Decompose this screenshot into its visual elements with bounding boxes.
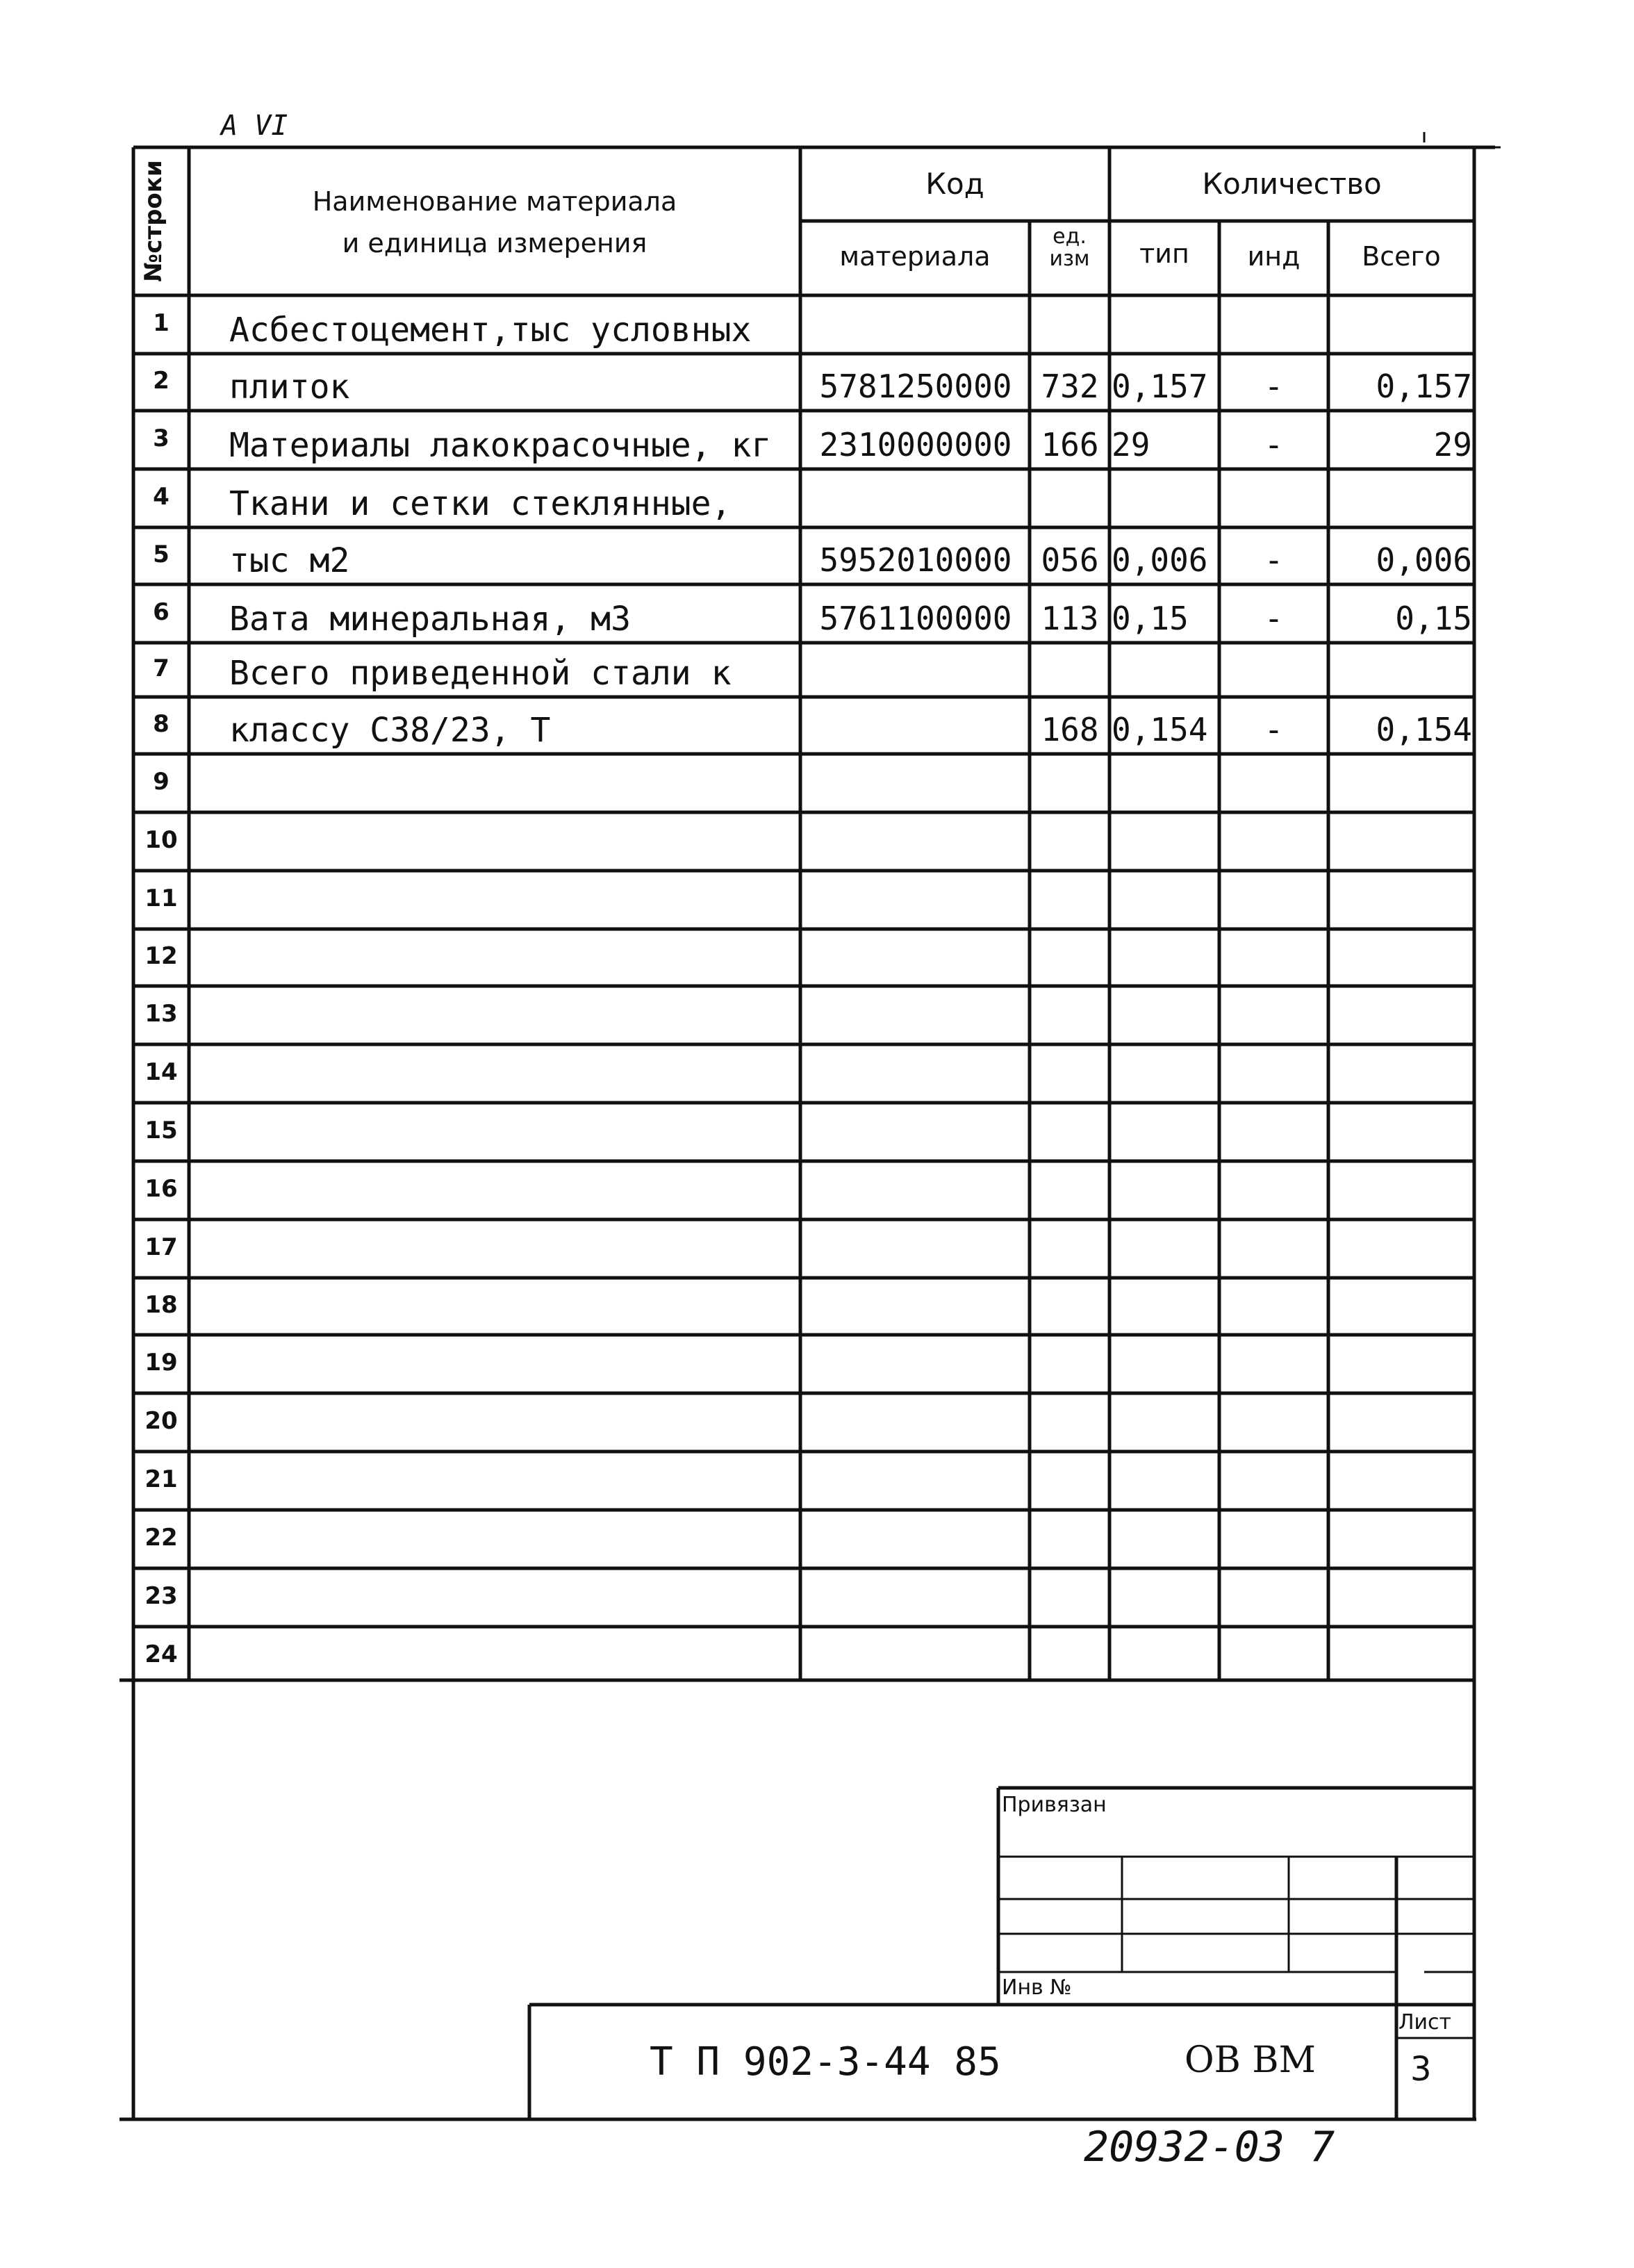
cell-code: 5761100000 [819, 600, 1012, 637]
row-number: 4 [153, 483, 170, 511]
cell-name: Всего приведенной стали к [229, 654, 732, 693]
row-number: 21 [145, 1465, 178, 1493]
document-code: Т П 902-3-44 85 [650, 2039, 1001, 2085]
cell-type: 0,154 [1112, 711, 1208, 748]
cell-unit: 056 [1041, 541, 1099, 579]
cell-ind: - [1264, 541, 1284, 579]
qty-total-header: Всего [1362, 241, 1441, 272]
row-number: 10 [145, 826, 178, 854]
row-number: 11 [145, 885, 178, 912]
cell-name: классу С38/23, Т [229, 711, 551, 750]
row-number: 19 [145, 1349, 178, 1377]
cell-type: 0,157 [1112, 368, 1208, 405]
row-number-header-label: №строки [140, 160, 167, 282]
name-header-line1: Наименование материала [312, 186, 677, 217]
row-number: 20 [145, 1407, 178, 1435]
cell-unit: 113 [1041, 600, 1099, 637]
cell-unit: 166 [1041, 426, 1099, 463]
row-number: 18 [145, 1291, 178, 1319]
row-number: 23 [145, 1582, 178, 1610]
row-number: 16 [145, 1175, 178, 1203]
row-number: 22 [145, 1524, 178, 1552]
privyazan-label: Привязан [1002, 1793, 1107, 1817]
row-number: 3 [153, 425, 170, 452]
row-number: 14 [145, 1058, 178, 1086]
top-mark: А VI [221, 110, 288, 142]
row-number: 9 [153, 768, 170, 796]
row-number: 15 [145, 1117, 178, 1144]
cell-name: тыс м2 [229, 541, 350, 580]
row-number-header [117, 147, 190, 295]
cell-unit: 732 [1041, 368, 1099, 405]
row-number: 5 [153, 541, 170, 568]
bottom-number: 20932-03 7 [1084, 2123, 1335, 2171]
cell-ind: - [1264, 368, 1284, 405]
cell-ind: - [1264, 711, 1284, 748]
cell-unit: 168 [1041, 711, 1099, 748]
cell-name: Материалы лакокрасочные, кг [229, 426, 772, 465]
code-group-header: Код [925, 167, 984, 201]
quantity-group-header: Количество [1202, 167, 1382, 201]
code-unit-header: ед. изм [1049, 224, 1090, 271]
sheet-label: Лист [1398, 2010, 1452, 2035]
cell-ind: - [1264, 426, 1284, 463]
cell-type: 29 [1112, 426, 1150, 463]
row-number: 8 [153, 710, 170, 738]
sheet-number: 3 [1410, 2050, 1432, 2089]
cell-total: 0,157 [1376, 368, 1472, 405]
cell-code: 5781250000 [819, 368, 1012, 405]
qty-type-header: тип [1139, 238, 1189, 269]
cell-code: 2310000000 [819, 426, 1012, 463]
cell-type: 0,15 [1112, 600, 1189, 637]
row-number: 24 [145, 1640, 178, 1668]
qty-ind-header: инд [1247, 241, 1301, 272]
cell-total: 0,15 [1395, 600, 1472, 637]
cell-total: 29 [1433, 426, 1472, 463]
cell-total: 0,154 [1376, 711, 1472, 748]
row-number: 7 [153, 655, 170, 682]
row-number: 13 [145, 1000, 178, 1028]
cell-name: Ткани и сетки стеклянные, [229, 484, 732, 523]
cell-total: 0,006 [1376, 541, 1472, 579]
inventory-number-label: Инв № [1002, 1975, 1072, 2000]
section-code: ОВ ВМ [1185, 2039, 1316, 2081]
cell-ind: - [1264, 600, 1284, 637]
row-number: 17 [145, 1233, 178, 1261]
code-material-header: материала [839, 241, 991, 272]
cell-name: Вата минеральная, м3 [229, 600, 631, 639]
cell-name: плиток [229, 368, 350, 406]
name-header-line2: и единица измерения [342, 228, 647, 258]
cell-type: 0,006 [1112, 541, 1208, 579]
row-number: 2 [153, 367, 170, 395]
cell-name: Асбестоцемент,тыс условных [229, 311, 752, 350]
row-number: 1 [153, 309, 170, 337]
cell-code: 5952010000 [819, 541, 1012, 579]
row-number: 12 [145, 942, 178, 970]
row-number: 6 [153, 598, 170, 626]
